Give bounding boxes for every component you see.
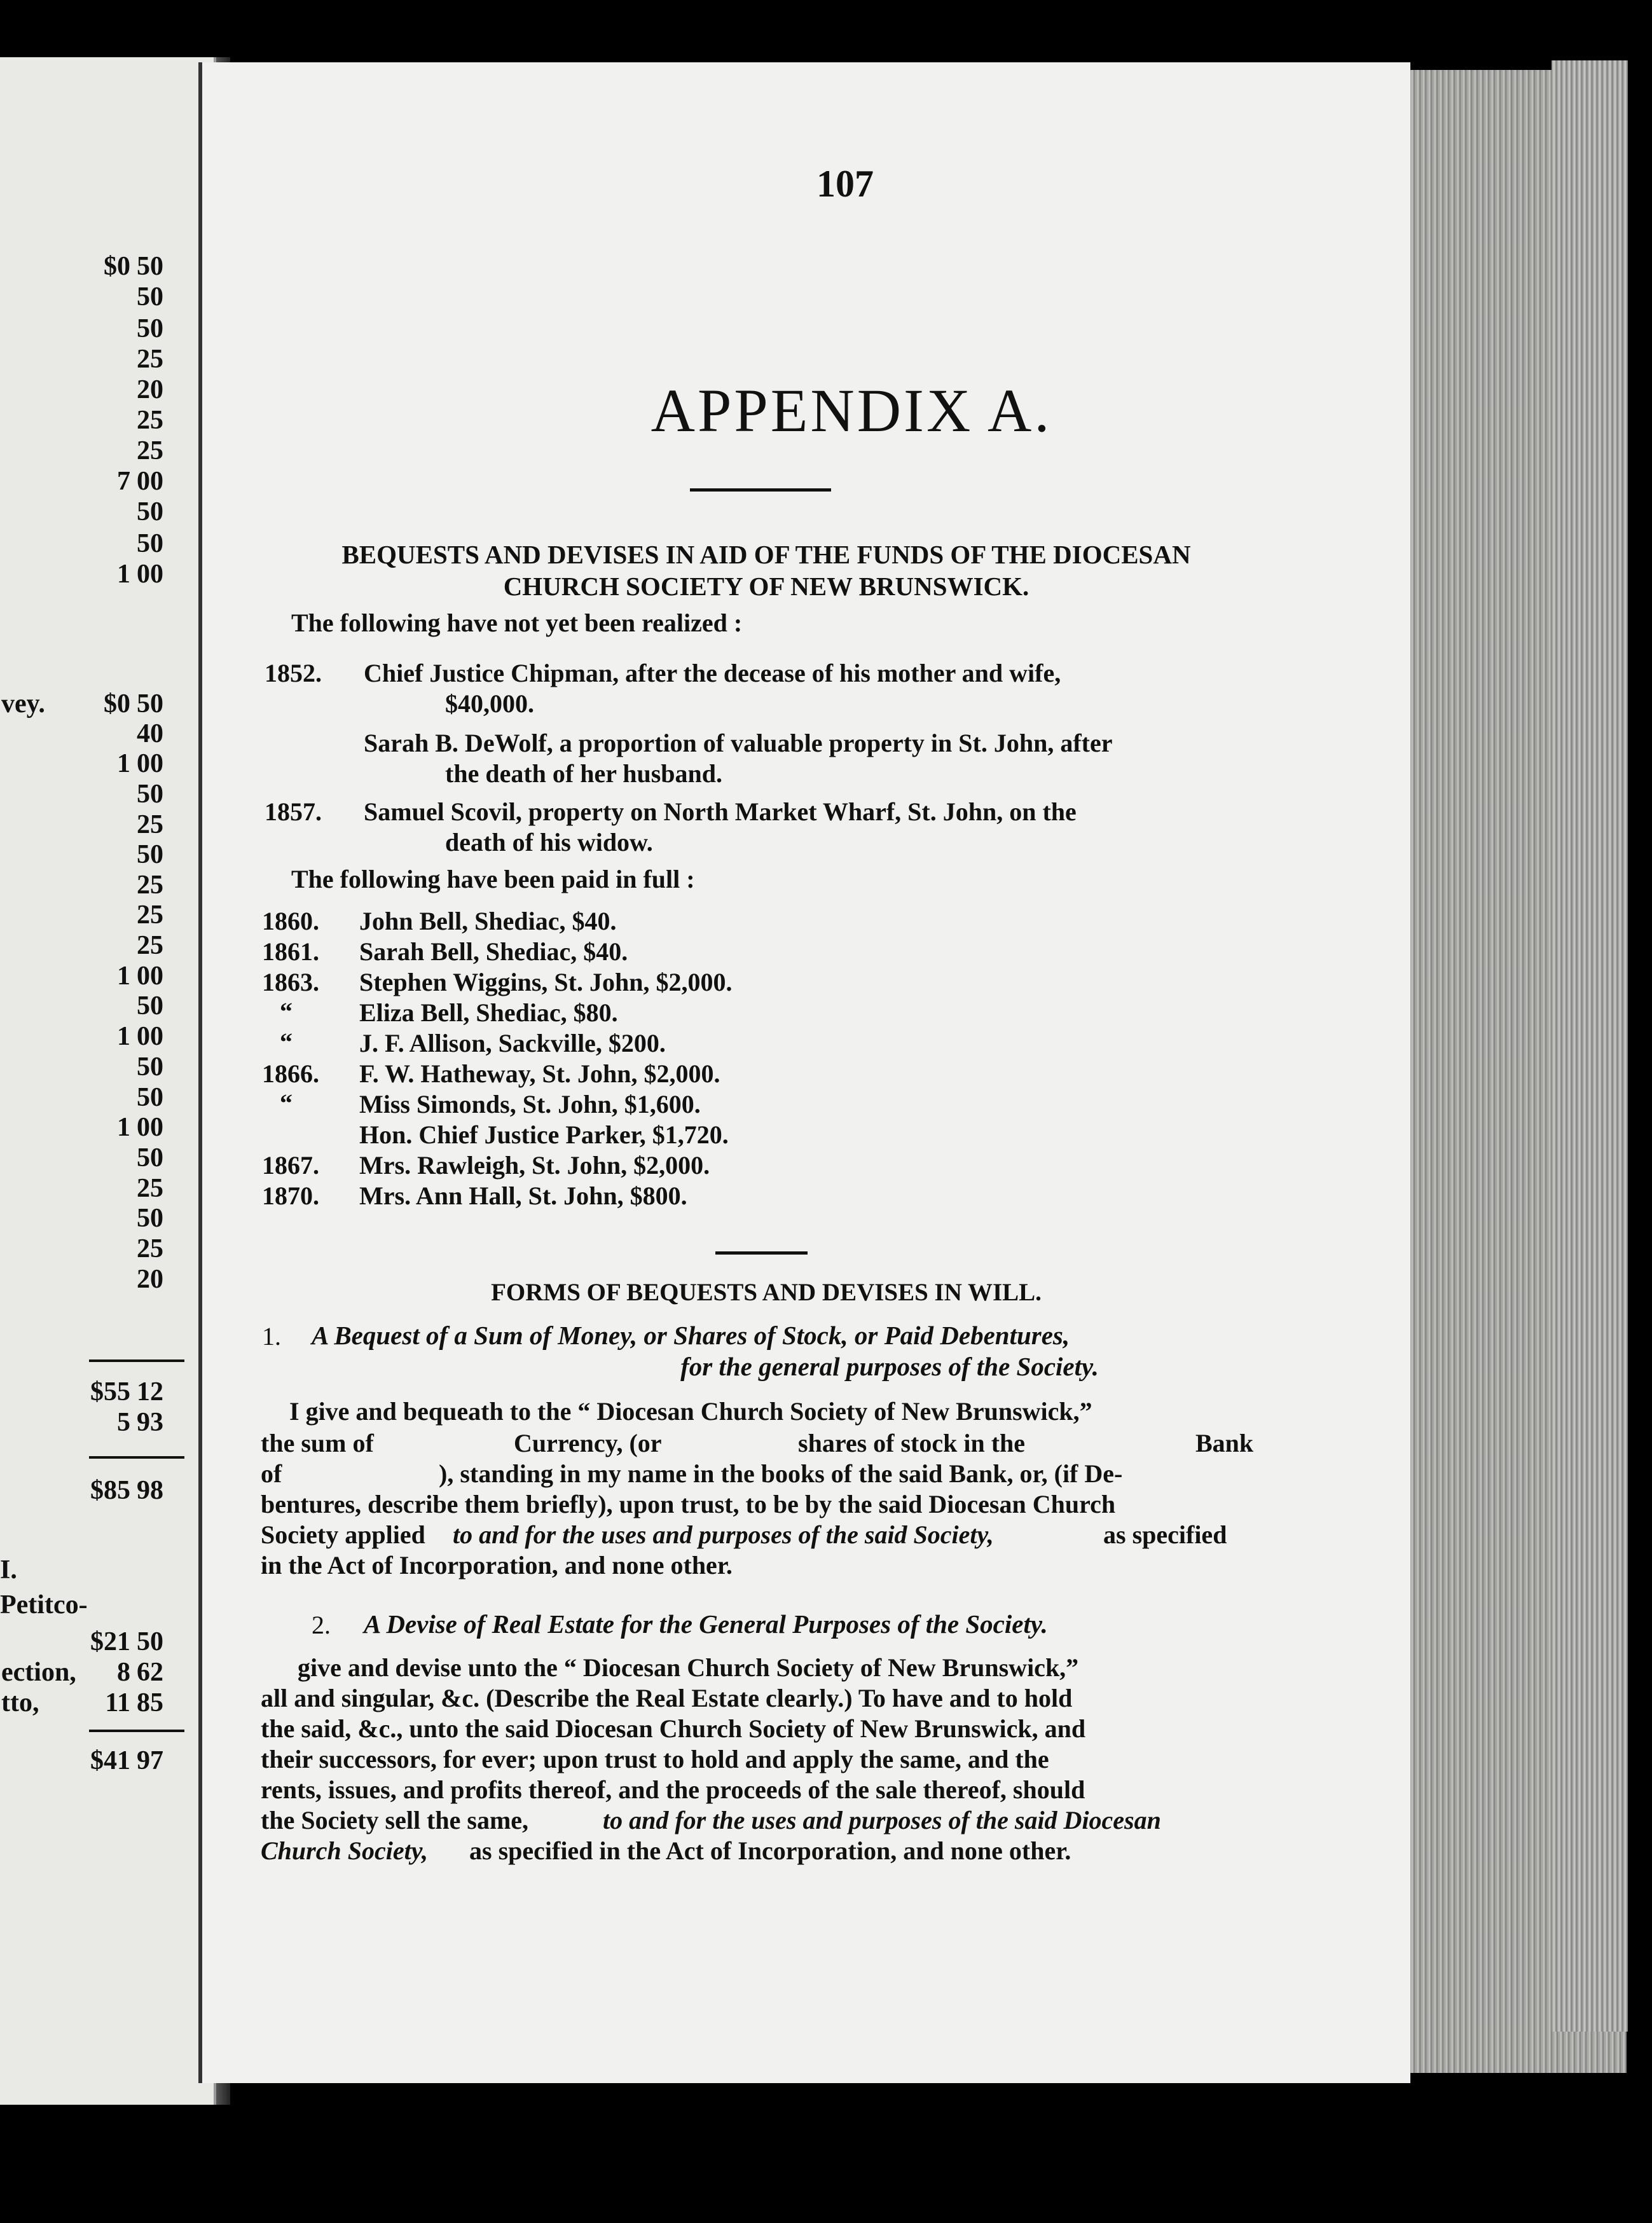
ledger-cents: 50 xyxy=(137,840,163,869)
ledger-dollars: 11 xyxy=(105,1688,130,1717)
entry-line: Sarah B. DeWolf, a proportion of valuable property in St. John, after xyxy=(364,729,1113,757)
ledger-cents: 50 xyxy=(137,689,163,719)
ledger-row xyxy=(0,1082,216,1114)
ledger-cents: 20 xyxy=(137,1265,163,1294)
ledger-cents: 25 xyxy=(137,810,163,839)
bequests-heading-line2: CHURCH SOCIETY OF NEW BRUNSWICK. xyxy=(503,572,1029,601)
ledger-row xyxy=(0,313,216,345)
paid-intro: The following have been paid in full : xyxy=(291,865,695,893)
ledger-cents: 25 xyxy=(137,406,163,435)
ledger-dollars: $0 xyxy=(104,689,130,719)
ledger-cents: 62 xyxy=(137,1658,163,1687)
ledger-cents: 40 xyxy=(137,719,163,748)
ledger-cents: 50 xyxy=(137,314,163,343)
ledger-cents: 50 xyxy=(137,991,163,1021)
ledger-row xyxy=(0,1688,216,1719)
form2-line: all and singular, &c. (Describe the Real Estate clearly.) To have and to hold xyxy=(261,1684,1073,1712)
paid-year: “ xyxy=(280,997,293,1026)
form1-line: Currency, (or xyxy=(514,1429,662,1457)
ledger-cents: 50 xyxy=(137,252,163,281)
ledger-row xyxy=(0,1264,216,1296)
form1-title-line2: for the general purposes of the Society. xyxy=(680,1352,1099,1381)
entry-year: 1857. xyxy=(265,797,322,826)
ledger-dollars: $0 xyxy=(104,252,130,281)
ledger-cents: 25 xyxy=(137,345,163,374)
ledger-cents: 00 xyxy=(137,1113,163,1142)
bequests-heading-line1: BEQUESTS AND DEVISES IN AID OF THE FUNDS OF THE DIOCESAN xyxy=(341,540,1191,569)
ledger-row xyxy=(0,1112,216,1144)
ledger-row xyxy=(0,991,216,1022)
form2-line: Church Society, xyxy=(261,1836,428,1865)
form1-line: bentures, describe them briefly), upon trust, to be by the said Diocesan Church xyxy=(261,1490,1116,1518)
paid-entry: J. F. Allison, Sackville, $200. xyxy=(359,1029,666,1057)
ledger-row xyxy=(0,900,216,932)
form2-title: A Devise of Real Estate for the General Purposes of the Society. xyxy=(364,1609,1048,1639)
form2-line: give and devise unto the “ Diocesan Church Society of New Brunswick,” xyxy=(298,1653,1079,1682)
ledger-cents: 20 xyxy=(137,375,163,404)
ledger-cents: 93 xyxy=(137,1408,163,1437)
form1-line: ), standing in my name in the books of the said Bank, or, (if De- xyxy=(439,1459,1123,1488)
ledger-cents: 00 xyxy=(137,467,163,496)
not-realized-intro: The following have not yet been realized : xyxy=(291,609,743,637)
form2-line: rents, issues, and profits thereof, and the proceeds of the sale thereof, should xyxy=(261,1775,1085,1804)
ledger-cents: 25 xyxy=(137,436,163,465)
facing-page-left xyxy=(0,57,216,2105)
page-number: 107 xyxy=(816,163,874,205)
form2-line: the said, &c., unto the said Diocesan Church Society of New Brunswick, and xyxy=(261,1714,1086,1743)
ledger-row xyxy=(0,1143,216,1174)
ledger-row xyxy=(0,251,216,283)
form1-line: Bank xyxy=(1195,1429,1254,1457)
ledger-dollars: 1 xyxy=(117,1113,130,1142)
ledger-row xyxy=(0,282,216,313)
paid-entry: Sarah Bell, Shediac, $40. xyxy=(359,937,628,966)
ledger-cents: 25 xyxy=(137,1174,163,1203)
ledger-row xyxy=(0,344,216,376)
form1-line: as specified xyxy=(1103,1520,1227,1549)
form1-line: to and for the uses and purposes of the said Society, xyxy=(453,1520,994,1549)
ledger-dollars: 8 xyxy=(117,1658,130,1687)
ledger-row xyxy=(0,1627,216,1658)
paid-year: 1861. xyxy=(262,937,319,966)
ledger-cents: 50 xyxy=(137,282,163,312)
form2-line: the Society sell the same, xyxy=(261,1806,529,1834)
paid-entry: Hon. Chief Justice Parker, $1,720. xyxy=(359,1120,729,1149)
entry-line: $40,000. xyxy=(445,689,534,718)
form2-number: 2. xyxy=(312,1611,331,1639)
ledger-row xyxy=(0,497,216,528)
ledger-label: tto, xyxy=(1,1688,39,1717)
paid-entry: Mrs. Rawleigh, St. John, $2,000. xyxy=(359,1151,710,1180)
ledger-cents: 98 xyxy=(137,1476,163,1505)
ledger-cents: 85 xyxy=(137,1688,163,1717)
form1-line: shares of stock in the xyxy=(798,1429,1026,1457)
ledger-total-rule xyxy=(89,1730,184,1732)
ledger-dollars: $55 xyxy=(90,1377,130,1407)
entry-year: 1852. xyxy=(265,659,322,687)
title-rule xyxy=(690,488,831,492)
ledger-dollars: 1 xyxy=(117,1022,130,1051)
entry-line: Samuel Scovil, property on North Market Wharf, St. John, on the xyxy=(364,797,1077,826)
ledger-cents: 50 xyxy=(137,1143,163,1173)
ledger-row xyxy=(0,528,216,560)
paid-year: “ xyxy=(280,1089,293,1117)
ledger-cents: 50 xyxy=(137,1052,163,1082)
appendix-title: APPENDIX A. xyxy=(650,376,1052,444)
form2-line: as specified in the Act of Incorporation, and none other. xyxy=(469,1836,1071,1865)
ledger-dollars: 5 xyxy=(117,1408,130,1437)
ledger-row xyxy=(0,870,216,902)
ledger-row xyxy=(0,961,216,993)
entry-line: Chief Justice Chipman, after the decease of his mother and wife, xyxy=(364,659,1061,687)
paid-entry: F. W. Hatheway, St. John, $2,000. xyxy=(359,1059,720,1088)
paid-entry: Miss Simonds, St. John, $1,600. xyxy=(359,1090,701,1118)
paid-entry: Mrs. Ann Hall, St. John, $800. xyxy=(359,1181,687,1210)
paid-entry: Stephen Wiggins, St. John, $2,000. xyxy=(359,968,733,996)
ledger-row xyxy=(0,1407,216,1439)
section-rule xyxy=(715,1251,808,1255)
ledger-row xyxy=(0,1657,216,1689)
form1-line: I give and bequeath to the “ Diocesan Church Society of New Brunswick,” xyxy=(289,1397,1092,1426)
form1-line: of xyxy=(261,1459,282,1488)
ledger-cents: 25 xyxy=(137,931,163,960)
paid-year: 1863. xyxy=(262,968,319,996)
form1-line: Society applied xyxy=(261,1520,425,1549)
ledger-cents: 25 xyxy=(137,871,163,900)
ledger-row xyxy=(0,1052,216,1084)
ledger-label: ection, xyxy=(1,1658,76,1687)
form2-line: their successors, for ever; upon trust to hold and apply the same, and the xyxy=(261,1745,1049,1773)
ledger-row xyxy=(0,1203,216,1235)
ledger-cents: 50 xyxy=(137,529,163,558)
ledger-label: vey. xyxy=(1,689,45,719)
ledger-row xyxy=(0,809,216,841)
entry-line: the death of her husband. xyxy=(445,759,723,788)
form1-line: in the Act of Incorporation, and none other. xyxy=(261,1551,733,1580)
paid-entry: John Bell, Shediac, $40. xyxy=(359,907,617,935)
ledger-row xyxy=(0,1173,216,1205)
form1-number: 1. xyxy=(262,1322,281,1351)
forms-heading: FORMS OF BEQUESTS AND DEVISES IN WILL. xyxy=(491,1279,1042,1306)
ledger-row xyxy=(0,779,216,811)
ledger-dollars: 1 xyxy=(117,560,130,589)
ledger-dollars: 7 xyxy=(117,467,130,496)
paid-entry: Eliza Bell, Shediac, $80. xyxy=(359,998,618,1027)
ledger-cents: 00 xyxy=(137,961,163,991)
ledger-row xyxy=(0,689,216,720)
ledger-total-rule xyxy=(89,1456,184,1459)
ledger-row xyxy=(0,1745,216,1777)
entry-line: death of his widow. xyxy=(445,828,653,857)
ledger-dollars: 1 xyxy=(117,961,130,991)
ledger-row xyxy=(0,1475,216,1507)
ledger-row xyxy=(0,1234,216,1265)
ledger-dollars: $41 xyxy=(90,1746,130,1775)
form2-line: to and for the uses and purposes of the said Diocesan xyxy=(603,1806,1161,1834)
ledger-cents: 50 xyxy=(137,497,163,526)
paid-year: “ xyxy=(280,1028,293,1056)
ledger-dollars: $21 xyxy=(90,1627,130,1656)
ledger-cents: 97 xyxy=(137,1746,163,1775)
form1-line: the sum of xyxy=(261,1429,374,1457)
paid-year: 1867. xyxy=(262,1151,319,1180)
ledger-cents: 25 xyxy=(137,1234,163,1263)
ledger-cents: 50 xyxy=(137,780,163,809)
ledger-row xyxy=(0,930,216,962)
ledger-row xyxy=(0,719,216,750)
paid-year: 1870. xyxy=(262,1181,319,1210)
ledger-cents: 12 xyxy=(137,1377,163,1407)
ledger-row xyxy=(0,1021,216,1053)
ledger-cents: 00 xyxy=(137,1022,163,1051)
ledger-dollars: 1 xyxy=(117,749,130,778)
form1-title-line1: A Bequest of a Sum of Money, or Shares of Stock, or Paid Debentures, xyxy=(312,1321,1070,1350)
page-edges-outer xyxy=(1552,60,1628,2032)
ledger-row xyxy=(0,559,216,591)
section-mark: I. xyxy=(0,1555,17,1585)
ledger-row xyxy=(0,839,216,871)
ledger-label: Petitco- xyxy=(0,1590,88,1620)
ledger-cents: 00 xyxy=(137,560,163,589)
ledger-row xyxy=(0,748,216,780)
ledger-cents: 50 xyxy=(137,1204,163,1233)
ledger-cents: 00 xyxy=(137,749,163,778)
paid-year: 1860. xyxy=(262,907,319,935)
ledger-cents: 25 xyxy=(137,900,163,930)
ledger-row xyxy=(0,466,216,498)
paid-year: 1866. xyxy=(262,1059,319,1088)
ledger-dollars: $85 xyxy=(90,1476,130,1505)
ledger-cents: 50 xyxy=(137,1627,163,1656)
ledger-cents: 50 xyxy=(137,1083,163,1112)
